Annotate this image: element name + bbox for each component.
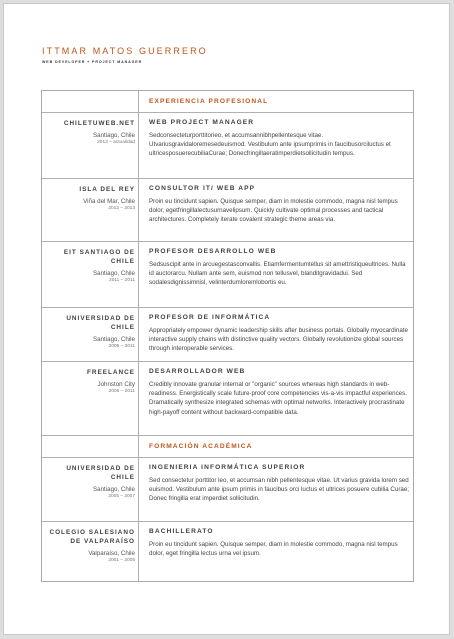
entry-dates: 2005 – 2011 — [108, 389, 135, 394]
heading-left-cell — [42, 91, 139, 112]
entry-description: Credibly innovate granular internal or "organic" sources whereas high standards in web-readiness. Energistically scale future-proof core competencies vis-a-vis impactful experiences. Dramatically synthesize integrated schemas with optimal networks. Interactively procrastinate high-payoff content without backward-compatible data. — [149, 381, 407, 416]
entry-role: INGENIERIA INFORMÁTICA SUPERIOR — [149, 464, 306, 471]
experience-entry — [42, 179, 413, 242]
entry-dates: 2001 – 2005 — [108, 558, 135, 563]
entry-org: ISLA DEL REY — [79, 186, 135, 193]
resume-page — [3, 3, 450, 635]
entry-org: FREELANCE — [86, 369, 135, 376]
entry-location: Santiago, Chile — [93, 486, 135, 493]
entry-role: PROFESOR DE INFORMÁTICA — [149, 314, 271, 321]
entry-org: UNIVERSIDAD DE CHILE — [66, 465, 135, 481]
experience-entry — [42, 242, 413, 308]
entry-dates: 2005 – 2011 — [108, 344, 135, 349]
experience-entry — [42, 113, 413, 179]
education-section-title: FORMACIÓN ACADÉMICA — [149, 443, 253, 450]
experience-entry — [42, 362, 413, 436]
entry-description: Sedconsecteturporttitorieo, et accumsannibhpellentesque vitae. Utvariusgravidaloremesedeuismod. Vestibulum ante ipsumprimis in faucibusorciluctus et ultricesposuerecubiliaCurae; Donecfringillaeratimperdietsollicitudin tempus. — [149, 132, 391, 158]
entry-description: Proin eu tincidunt sapien. Quisque semper, diam in molestie commodo, magna nisl tempus dolor, egetfringillalectusurnavelipsum. Quickly cultivate optimal processes and tactical architectures. Completely iterate covalent strategic theme areas via. — [149, 198, 398, 224]
entry-org: COLEGIO SALESIANO DE VALPARAÍSO — [49, 529, 135, 545]
entry-dates: 2013 – actualidad — [97, 140, 135, 145]
entry-description: Appropriately empower dynamic leadership skills after business portals. Globally myocardinate interactive supply chains with distinctive quality vectors. Globally revolutionize global sources through interoperable services. — [149, 327, 408, 353]
education-heading-row — [42, 436, 413, 458]
entry-org: CHILETUWEB.NET — [63, 120, 135, 127]
entry-role: BACHILLERATO — [149, 528, 214, 535]
entry-description: Proin eu tincidunt sapien. Quisque semper, diam in molestie commodo, magna nisl tempus dolor, eget fringilla lectus urna vel ipsum. — [149, 541, 398, 558]
entry-location: Santiago, Chile — [93, 132, 135, 139]
entry-org: EIT SANTIAGO DE CHILE — [63, 249, 135, 265]
entry-description: Sed consectetur porttitor leo, et accumsan nibh pellentesque vitae. Ut varius gravida lorem sed euismod. Vestibulum ante ipsum primis in faucibus orci luctus et ultrices posuere cubilia Curae; Donec fringilla erat imperdiet sollicitudin. — [149, 477, 409, 503]
education-entry — [42, 458, 413, 522]
entry-location: Santiago, Chile — [93, 336, 135, 343]
entry-org: UNIVERSIDAD DE CHILE — [66, 315, 135, 331]
heading-left-cell — [42, 436, 139, 457]
entry-dates: 2011 – 2011 — [109, 278, 135, 283]
candidate-name: ITTMAR MATOS GUERRERO — [42, 46, 208, 56]
entry-location: Viña del Mar, Chile — [83, 198, 135, 205]
candidate-subtitle: WEB DEVELOPER + PROJECT MANAGER — [42, 60, 143, 64]
entry-location: Valparaíso, Chile — [88, 550, 135, 557]
experience-entry — [42, 308, 413, 362]
entry-dates: 2005 – 2007 — [108, 494, 135, 499]
entry-location: Santiago, Chile — [93, 270, 135, 277]
resume-table — [41, 90, 414, 582]
education-entry — [42, 522, 413, 581]
entry-dates: 2012 – 2013 — [108, 206, 135, 211]
entry-location: Johnston City — [97, 381, 135, 388]
experience-section-title: EXPERIENCIA PROFESIONAL — [149, 98, 269, 105]
entry-role: CONSULTOR IT/ WEB APP — [149, 185, 256, 192]
experience-heading-row — [42, 91, 413, 113]
entry-role: WEB PROJECT MANAGER — [149, 119, 255, 126]
entry-role: PROFESOR DESARROLLO WEB — [149, 248, 277, 255]
entry-description: Sedsuscipit ante in arcuegestasconvallis. Etiamfermentumtellus sit amettristiqueultrices. Nulla id auctorarcu. Nullam ante sem, euismod non tellusvel, blanditgravidadui. Sed sodalesdignissimnisl, velinterdumloremlobortis eu. — [149, 261, 406, 287]
entry-role: DESARROLLADOR WEB — [149, 368, 246, 375]
